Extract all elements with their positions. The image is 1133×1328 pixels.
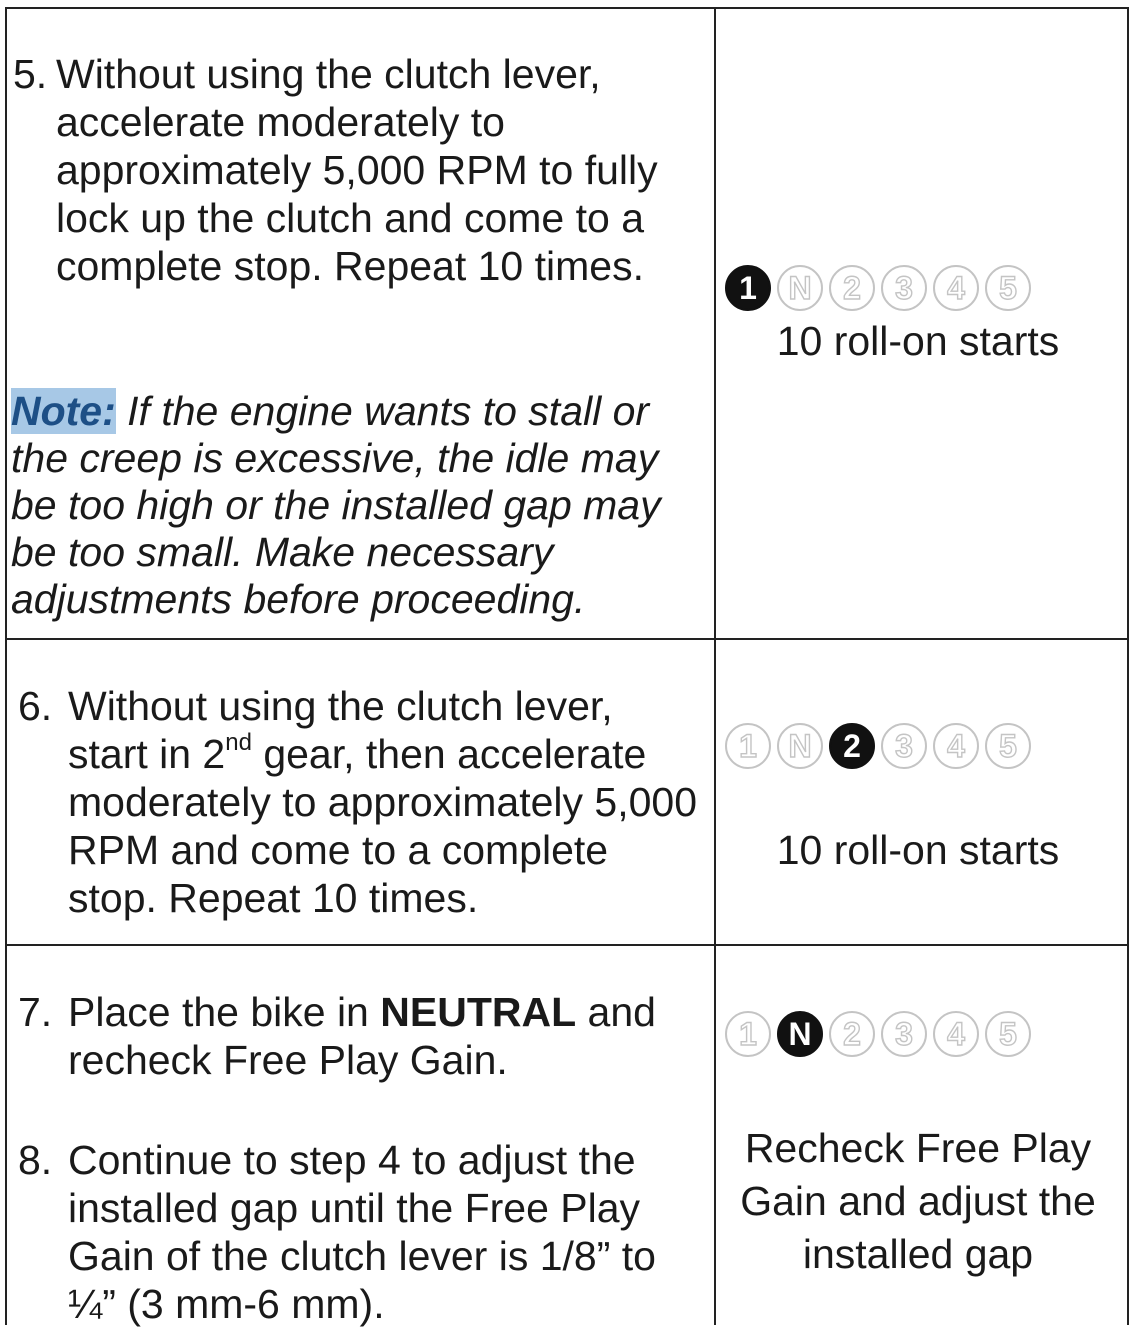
step-7	[18, 988, 698, 1084]
gear-5-icon: 5	[985, 265, 1031, 311]
step-number: 5.	[13, 51, 48, 97]
gear-indicator	[725, 1011, 1031, 1057]
step-5	[13, 50, 703, 290]
step-8	[18, 1136, 698, 1328]
gear-4-icon: 4	[933, 723, 979, 769]
note-text: If the engine wants to stall or the creep is excessive, the idle may be too high or the installed gap may be too small. Make necessary adjustments before proceeding.	[11, 388, 661, 622]
gear-4-icon: 4	[933, 265, 979, 311]
gear-2-icon: 2	[829, 1011, 875, 1057]
gear-1-icon: 1	[725, 265, 771, 311]
gear-n-icon: N	[777, 265, 823, 311]
note	[11, 388, 701, 623]
step-text-before: Without using the clutch lever, start in 2	[68, 683, 613, 777]
gear-3-icon: 3	[881, 265, 927, 311]
step-text: Without using the clutch lever, accelerate moderately to approximately 5,000 RPM to fully lock up the clutch and come to a complete stop. Repeat 10 times.	[56, 51, 658, 289]
row-divider	[7, 944, 1127, 946]
step-text-after: gear, then accelerate moderately to approximately 5,000 RPM and come to a complete stop. Repeat 10 times.	[68, 731, 698, 921]
gear-n-icon: N	[777, 723, 823, 769]
row-caption: 10 roll-on starts	[776, 827, 1060, 873]
gear-2-icon: 2	[829, 265, 875, 311]
gear-n-icon: N	[777, 1011, 823, 1057]
row-caption: Recheck Free Play Gain and adjust the installed gap	[740, 1125, 1096, 1277]
step-6	[18, 682, 698, 922]
step-number: 8.	[18, 1137, 53, 1183]
row-caption: 10 roll-on starts	[776, 318, 1060, 364]
gear-4-icon: 4	[933, 1011, 979, 1057]
ordinal-suffix: nd	[225, 729, 252, 756]
row-divider	[7, 638, 1127, 640]
gear-indicator	[725, 723, 1031, 769]
step-text-before: Place the bike in	[68, 989, 381, 1035]
note-label: Note:	[11, 388, 116, 434]
gear-5-icon: 5	[985, 1011, 1031, 1057]
neutral-emphasis: NEUTRAL	[380, 989, 577, 1035]
step-text-after: and recheck Free Play Gain.	[68, 989, 656, 1083]
gear-5-icon: 5	[985, 723, 1031, 769]
gear-1-icon: 1	[725, 1011, 771, 1057]
gear-3-icon: 3	[881, 723, 927, 769]
step-number: 6.	[18, 683, 53, 729]
step-number: 7.	[18, 989, 53, 1035]
gear-indicator	[725, 265, 1031, 311]
step-text: Continue to step 4 to adjust the installed gap until the Free Play Gain of the clutch lever is 1/8” to ¼” (3 mm-6 mm).	[68, 1137, 656, 1327]
gear-1-icon: 1	[725, 723, 771, 769]
gear-3-icon: 3	[881, 1011, 927, 1057]
gear-2-icon: 2	[829, 723, 875, 769]
